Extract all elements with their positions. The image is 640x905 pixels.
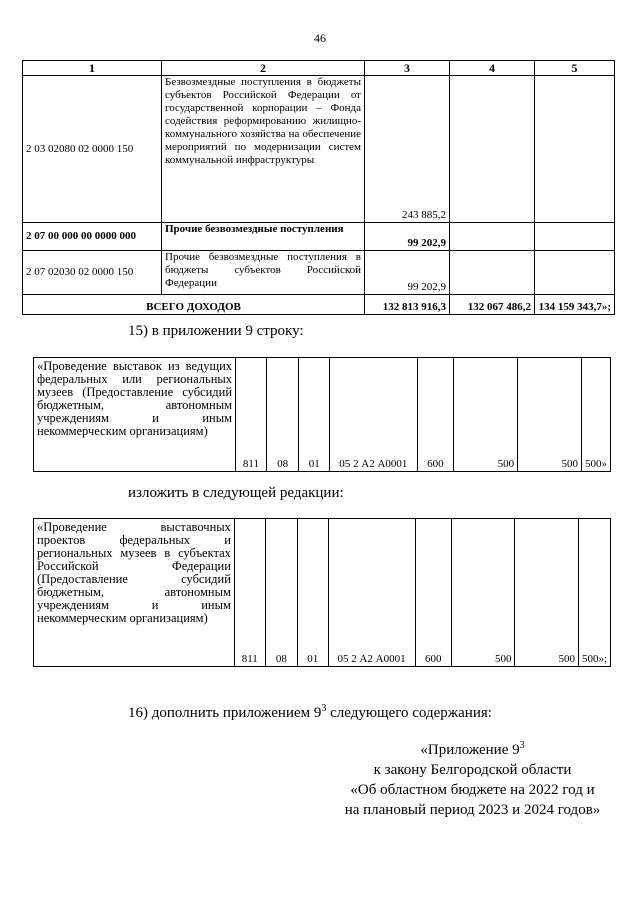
sum-2023-cell: 500 [515, 519, 578, 667]
name-cell: Прочие безвозмездные поступления [162, 223, 365, 251]
header-cell: 3 [365, 61, 450, 76]
appendix-heading [330, 736, 615, 820]
name-cell: Безвозмездные поступления в бюджеты субъектов Российской Федерации от государственной корпорации – Фонда содействия реформированию жилищно-коммунального хозяйства на обеспечение мероприятий по модернизации систем коммунальной инфраструктуры [162, 76, 365, 223]
appendix-line-3: «Об областном бюджете на 2022 год и [350, 782, 595, 798]
paragraph-16-sup: 3 [321, 703, 327, 714]
value-2022-cell: 243 885,2 [365, 76, 450, 223]
table-row [34, 519, 611, 667]
value-2024-cell [535, 76, 615, 223]
table-row [34, 358, 611, 472]
page-number: 46 [314, 31, 326, 45]
paragraph-16-rest: следующего содержания: [326, 705, 492, 721]
ved-cell: 811 [234, 519, 265, 667]
name-cell: «Проведение выставочных проектов федеральных и региональных музеев в субъектах Российской Федерации (Предоставление субсидий бюджетным, автономным учреждениям и иным некоммерческим организациям) [34, 519, 235, 667]
table-row [23, 223, 615, 251]
value-2022-cell: 99 202,9 [365, 251, 450, 295]
total-label: ВСЕГО ДОХОДОВ [23, 295, 365, 315]
sum-2022-cell: 500 [452, 519, 515, 667]
value-2023-cell [450, 223, 535, 251]
appendix-line-2: к закону Белгородской области [373, 762, 572, 778]
name-cell: Прочие безвозмездные поступления в бюджеты субъектов Российской Федерации [162, 251, 365, 295]
revenue-table [22, 60, 615, 315]
rz-cell: 08 [266, 358, 299, 472]
new-row-table [33, 518, 611, 667]
name-cell: «Проведение выставок из ведущих федеральных или региональных музеев (Предоставление субсидий бюджетным, автономным учреждениям и иным некоммерческим организациям) [34, 358, 236, 472]
sum-2024-cell: 500»; [578, 519, 610, 667]
value-2023-cell [450, 76, 535, 223]
table-row [23, 251, 615, 295]
code-cell: 2 03 02080 02 0000 150 [23, 76, 162, 223]
value-2023-cell [450, 251, 535, 295]
total-2022: 132 813 916,3 [365, 295, 450, 315]
appendix-title: «Приложение 9 [420, 742, 520, 758]
vr-cell: 600 [417, 358, 454, 472]
rz-cell: 08 [265, 519, 297, 667]
header-cell: 4 [450, 61, 535, 76]
code-cell: 2 07 02030 02 0000 150 [23, 251, 162, 295]
sum-2024-cell: 500» [582, 358, 611, 472]
code-cell: 2 07 00 000 00 0000 000 [23, 223, 162, 251]
ved-cell: 811 [236, 358, 267, 472]
total-row [23, 295, 615, 315]
sum-2022-cell: 500 [454, 358, 518, 472]
header-cell: 1 [23, 61, 162, 76]
appendix-sup: 3 [519, 740, 525, 751]
sum-2023-cell: 500 [518, 358, 582, 472]
total-2023: 132 067 486,2 [450, 295, 535, 315]
table-row [23, 76, 615, 223]
header-cell: 2 [162, 61, 365, 76]
paragraph-15: 15) в приложении 9 строку: [128, 323, 304, 339]
value-2024-cell [535, 251, 615, 295]
pr-cell: 01 [298, 519, 329, 667]
value-2024-cell [535, 223, 615, 251]
csr-cell: 05 2 А2 А0001 [328, 519, 415, 667]
appendix-line-4: на плановый период 2023 и 2024 годов» [344, 802, 601, 818]
paragraph-new-edition: изложить в следующей редакции: [128, 485, 344, 501]
appendix-line-1 [330, 736, 615, 760]
value-2022-cell: 99 202,9 [365, 223, 450, 251]
old-row-table [33, 357, 611, 472]
total-2024: 134 159 343,7»; [535, 295, 615, 315]
header-cell: 5 [535, 61, 615, 76]
table-header-row [23, 61, 615, 76]
csr-cell: 05 2 А2 А0001 [330, 358, 418, 472]
paragraph-16-text: 16) дополнить приложением 9 [128, 705, 322, 721]
paragraph-16 [128, 703, 492, 722]
vr-cell: 600 [415, 519, 451, 667]
pr-cell: 01 [299, 358, 330, 472]
